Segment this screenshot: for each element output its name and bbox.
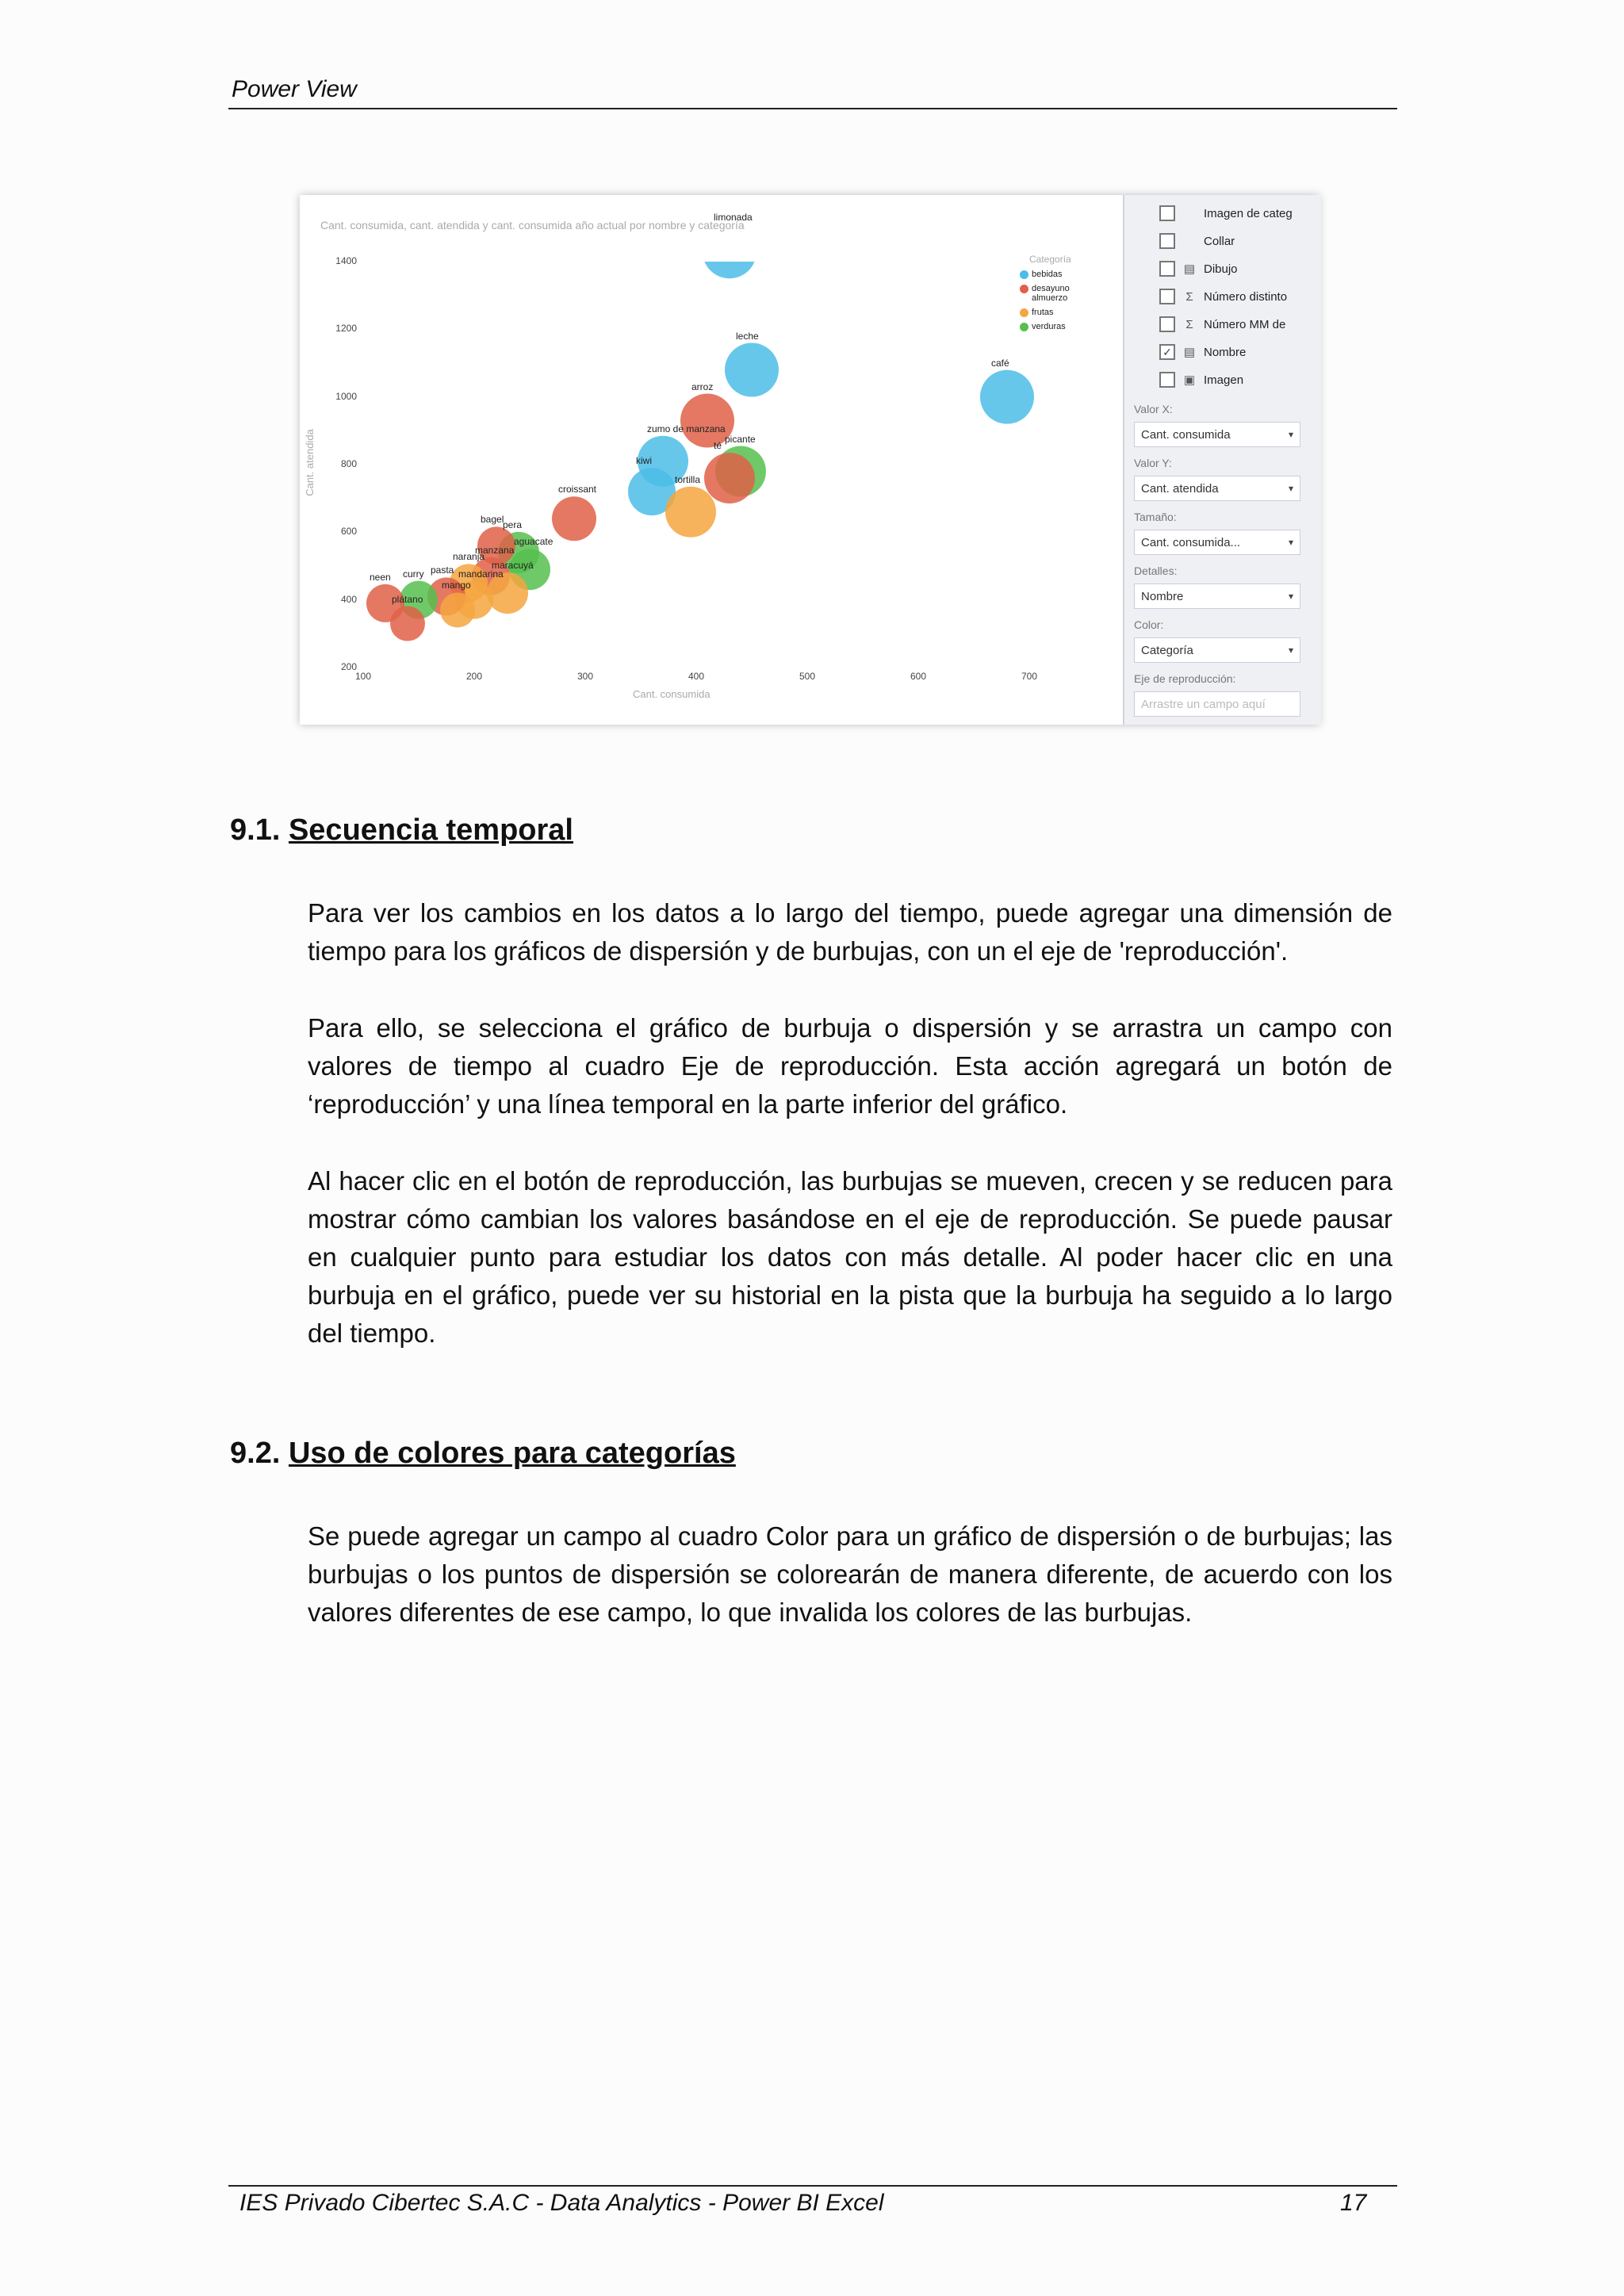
sigma-icon: Σ: [1185, 317, 1193, 331]
sigma-icon: Σ: [1185, 289, 1193, 304]
tamano-value: Cant. consumida...: [1141, 535, 1241, 549]
eje-reproduccion-placeholder: Arrastre un campo aquí: [1141, 697, 1266, 711]
y-axis-title: Cant. atendida: [303, 429, 316, 496]
valor-x-value: Cant. consumida: [1141, 427, 1231, 442]
section-title-text: Secuencia temporal: [288, 813, 573, 847]
x-tick-label: 700: [1021, 671, 1038, 682]
field-checkbox[interactable]: [1159, 261, 1175, 277]
field-list-panel: [1123, 195, 1321, 725]
field-label: Número MM de: [1204, 317, 1286, 331]
bubble-label: leche: [736, 330, 759, 342]
chevron-down-icon[interactable]: ▾: [1288, 483, 1293, 494]
field-label: Imagen: [1204, 373, 1244, 387]
bubble-label: neen: [370, 571, 391, 583]
field-list-item[interactable]: [1159, 257, 1238, 281]
field-checkbox[interactable]: ✓: [1159, 344, 1175, 360]
legend-swatch: [1020, 285, 1028, 293]
y-tick-label: 600: [340, 526, 357, 538]
y-tick-label: 1400: [335, 255, 357, 266]
chart-plot-svg: [300, 195, 1101, 725]
power-view-screenshot: [300, 195, 1320, 725]
y-tick-label: 400: [340, 593, 357, 605]
field-checkbox[interactable]: [1159, 372, 1175, 388]
eje-reproduccion-label: Eje de reproducción:: [1134, 672, 1236, 685]
paragraph: Al hacer clic en el botón de reproducción, las burbujas se mueven, crecen y se reducen para mostrar cómo cambian los valores basándose en el eje de reproducción. Se puede pausar en cualquier punto para estudiar los datos con más detalle. Al poder hacer clic en una burbuja en el gráfico, puede ver su historial en la pista que la burbuja ha seguido a lo largo del tiempo.: [308, 1166, 1392, 1348]
bubble-label: limonada: [714, 212, 753, 224]
y-tick-label: 1000: [335, 390, 357, 402]
bubble-label: manzana: [475, 544, 515, 556]
tamano-label: Tamaño:: [1134, 511, 1177, 523]
valor-y-value: Cant. atendida: [1141, 481, 1219, 496]
y-tick-label: 200: [340, 661, 357, 672]
bubble-label: aguacate: [514, 536, 553, 548]
color-value: Categoría: [1141, 643, 1193, 657]
bubble-label: té: [714, 440, 722, 452]
detalles-well[interactable]: [1134, 584, 1300, 609]
x-tick-label: 600: [910, 671, 927, 682]
paragraph: Para ello, se selecciona el gráfico de burbuja o dispersión y se arrastra un campo con valores de tiempo al cuadro Eje de reproducción. Esta acción agregará un botón de ‘reproducción’ y una línea temporal en la parte inferior del gráfico.: [308, 1013, 1392, 1119]
x-axis-title: Cant. consumida: [633, 688, 710, 700]
field-checkbox[interactable]: [1159, 205, 1175, 221]
field-checkbox[interactable]: [1159, 233, 1175, 249]
color-well[interactable]: [1134, 637, 1300, 663]
bubble-label: curry: [403, 568, 424, 580]
chevron-down-icon[interactable]: ▾: [1288, 537, 1293, 548]
bubble-label: mango: [442, 580, 471, 591]
field-label: Número distinto: [1204, 289, 1288, 304]
field-label: Dibujo: [1204, 262, 1238, 276]
table-field-icon: ▤: [1183, 262, 1196, 276]
bubble-label: kiwi: [636, 455, 652, 467]
field-list-item[interactable]: [1159, 368, 1243, 392]
legend-label: bebidas: [1032, 270, 1063, 279]
x-tick-label: 300: [576, 671, 594, 682]
image-field-icon: ▣: [1183, 373, 1196, 387]
legend-item: [1020, 308, 1087, 317]
legend-label: frutas: [1032, 308, 1054, 317]
bubble[interactable]: [704, 453, 755, 503]
page-header-title: Power View: [232, 76, 357, 102]
legend-item: [1020, 284, 1087, 303]
color-label: Color:: [1134, 618, 1164, 631]
bubble-label: croissant: [558, 484, 597, 496]
x-tick-label: 400: [688, 671, 705, 682]
chevron-down-icon[interactable]: ▾: [1288, 591, 1293, 602]
bubble[interactable]: [665, 487, 716, 538]
field-list-item[interactable]: [1159, 229, 1235, 253]
legend-label: desayuno almuerzo: [1032, 284, 1070, 303]
bubble[interactable]: [980, 370, 1034, 424]
bubble-label: tortilla: [675, 473, 701, 485]
legend-item: [1020, 270, 1087, 279]
section-heading-9-1: [230, 813, 573, 848]
footer-text: IES Privado Cibertec S.A.C - Data Analytics - Power BI Excel: [239, 2190, 884, 2216]
detalles-value: Nombre: [1141, 589, 1184, 603]
field-list-item[interactable]: [1159, 285, 1287, 308]
valor-x-well[interactable]: [1134, 422, 1300, 447]
bubble-label: pasta: [431, 564, 454, 576]
bubble-label: café: [991, 357, 1009, 369]
legend-label: verduras: [1032, 322, 1066, 331]
valor-y-label: Valor Y:: [1134, 457, 1172, 469]
bubble-label: mandarina: [458, 568, 504, 580]
paragraph: Para ver los cambios en los datos a lo largo del tiempo, puede agregar una dimensión de tiempo para los gráficos de dispersión y de burbujas, con un el eje de 'reproducción'.: [308, 898, 1392, 966]
valor-x-label: Valor X:: [1134, 403, 1173, 415]
field-label: Imagen de categ: [1204, 206, 1293, 220]
bubble[interactable]: [552, 496, 596, 541]
bubble[interactable]: [390, 607, 425, 641]
legend-swatch: [1020, 270, 1028, 279]
legend-swatch: [1020, 308, 1028, 317]
header-rule: [228, 108, 1397, 109]
legend-item: [1020, 322, 1087, 331]
bubble-chart[interactable]: [300, 195, 1101, 725]
x-tick-label: 200: [465, 671, 483, 682]
legend-title: Categoría: [1029, 254, 1071, 265]
page-number: 17: [1340, 2190, 1367, 2216]
field-label: Nombre: [1204, 345, 1247, 359]
x-tick-label: 500: [799, 671, 816, 682]
bubble-label: maracuyá: [492, 560, 534, 572]
bubble-label: arroz: [691, 381, 714, 392]
valor-y-well[interactable]: [1134, 476, 1300, 501]
bubble-label: pera: [503, 519, 523, 530]
field-list-item[interactable]: [1159, 340, 1246, 364]
field-checkbox[interactable]: [1159, 289, 1175, 304]
bubble[interactable]: [725, 343, 779, 397]
bubble-label: naranja: [453, 551, 485, 563]
field-label: Collar: [1204, 234, 1235, 248]
paragraph: Se puede agregar un campo al cuadro Color para un gráfico de dispersión o de burbujas; las burbujas o los puntos de dispersión se colorearán de manera diferente, de acuerdo con los valores diferentes de ese campo, lo que invalida los colores de las burbujas.: [308, 1521, 1392, 1627]
field-list-item[interactable]: [1159, 312, 1285, 336]
section-number: 9.1.: [230, 813, 281, 847]
bubble-label: plátano: [392, 593, 423, 605]
section-title-text: Uso de colores para categorías: [288, 1437, 736, 1470]
bubble-label: picante: [725, 433, 756, 445]
eje-reproduccion-well[interactable]: [1134, 691, 1300, 717]
field-checkbox[interactable]: [1159, 316, 1175, 332]
y-tick-label: 800: [340, 458, 357, 469]
y-tick-label: 1200: [335, 323, 357, 335]
field-list-item[interactable]: [1159, 201, 1293, 225]
legend-swatch: [1020, 323, 1028, 331]
detalles-label: Detalles:: [1134, 564, 1178, 577]
chevron-down-icon[interactable]: ▾: [1288, 645, 1293, 656]
bubble-label: zumo de manzana: [647, 423, 726, 434]
x-tick-label: 100: [354, 671, 372, 682]
bubble-label: bagel: [481, 514, 504, 526]
bubble[interactable]: [703, 224, 756, 278]
chevron-down-icon[interactable]: ▾: [1288, 429, 1293, 440]
section-number: 9.2.: [230, 1437, 281, 1470]
table-field-icon: ▤: [1183, 346, 1196, 359]
footer-rule: [228, 2185, 1397, 2187]
chart-title: Cant. consumida, cant. atendida y cant. consumida año actual por nombre y categoría: [320, 219, 745, 232]
tamano-well[interactable]: [1134, 530, 1300, 555]
section-heading-9-2: [230, 1437, 736, 1471]
bubble[interactable]: [440, 592, 475, 627]
